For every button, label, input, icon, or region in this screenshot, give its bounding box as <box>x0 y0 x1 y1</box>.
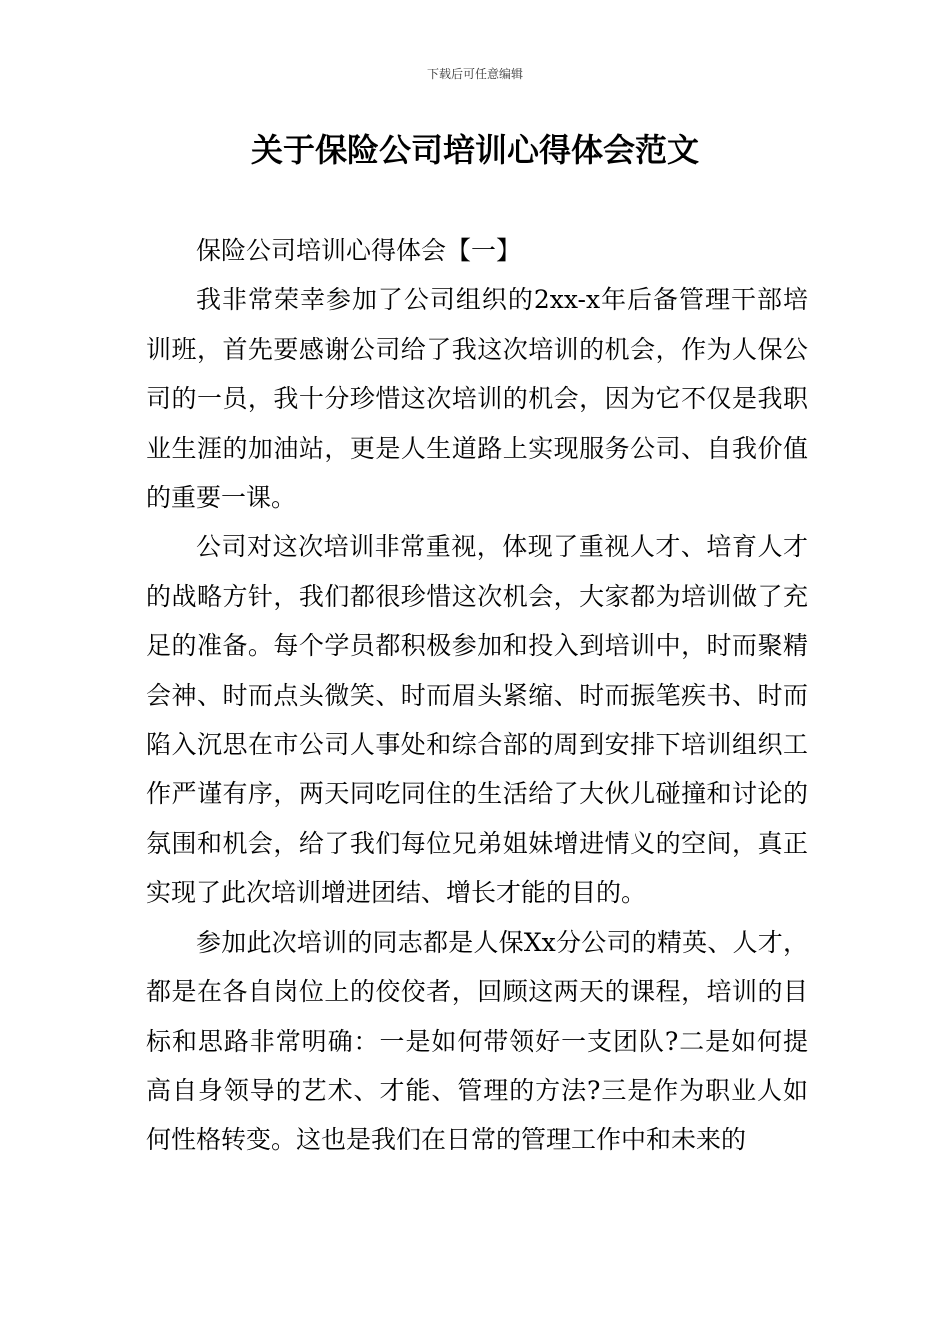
paragraph-3: 参加此次培训的同志都是人保Xx分公司的精英、人才，都是在各自岗位上的佼佼者，回顾这两天的课程，培训的目标和思路非常明确：一是如何带领好一支团队?二是如何提高自身领导的艺术、才能、管理的方法?三是作为职业人如何性格转变。这也是我们在日常的管理工作中和未来的 <box>146 927 808 1155</box>
document-body <box>146 226 808 1165</box>
paragraph-1: 我非常荣幸参加了公司组织的2xx-x年后备管理干部培训班，首先要感谢公司给了我这次培训的机会，作为人保公司的一员，我十分珍惜这次培训的机会，因为它不仅是我职业生涯的加油站，更是人生道路上实现服务公司、自我价值的重要一课。 <box>146 285 808 513</box>
header-note: 下载后可任意编辑 <box>426 67 523 81</box>
document-title: 关于保险公司培训心得体会范文 <box>250 131 699 169</box>
paragraph-2: 公司对这次培训非常重视，体现了重视人才、培育人才的战略方针，我们都很珍惜这次机会，大家都为培训做了充足的准备。每个学员都积极参加和投入到培训中，时而聚精会神、时而点头微笑、时而眉头紧缩、时而振笔疾书、时而陷入沉思在市公司人事处和综合部的周到安排下培训组织工作严谨有序，两天同吃同住的生活给了大伙儿碰撞和讨论的氛围和机会，给了我们每位兄弟姐妹增进情义的空间，真正实现了此次培训增进团结、增长才能的目的。 <box>146 532 808 908</box>
section-heading: 保险公司培训心得体会【一】 <box>196 236 522 265</box>
